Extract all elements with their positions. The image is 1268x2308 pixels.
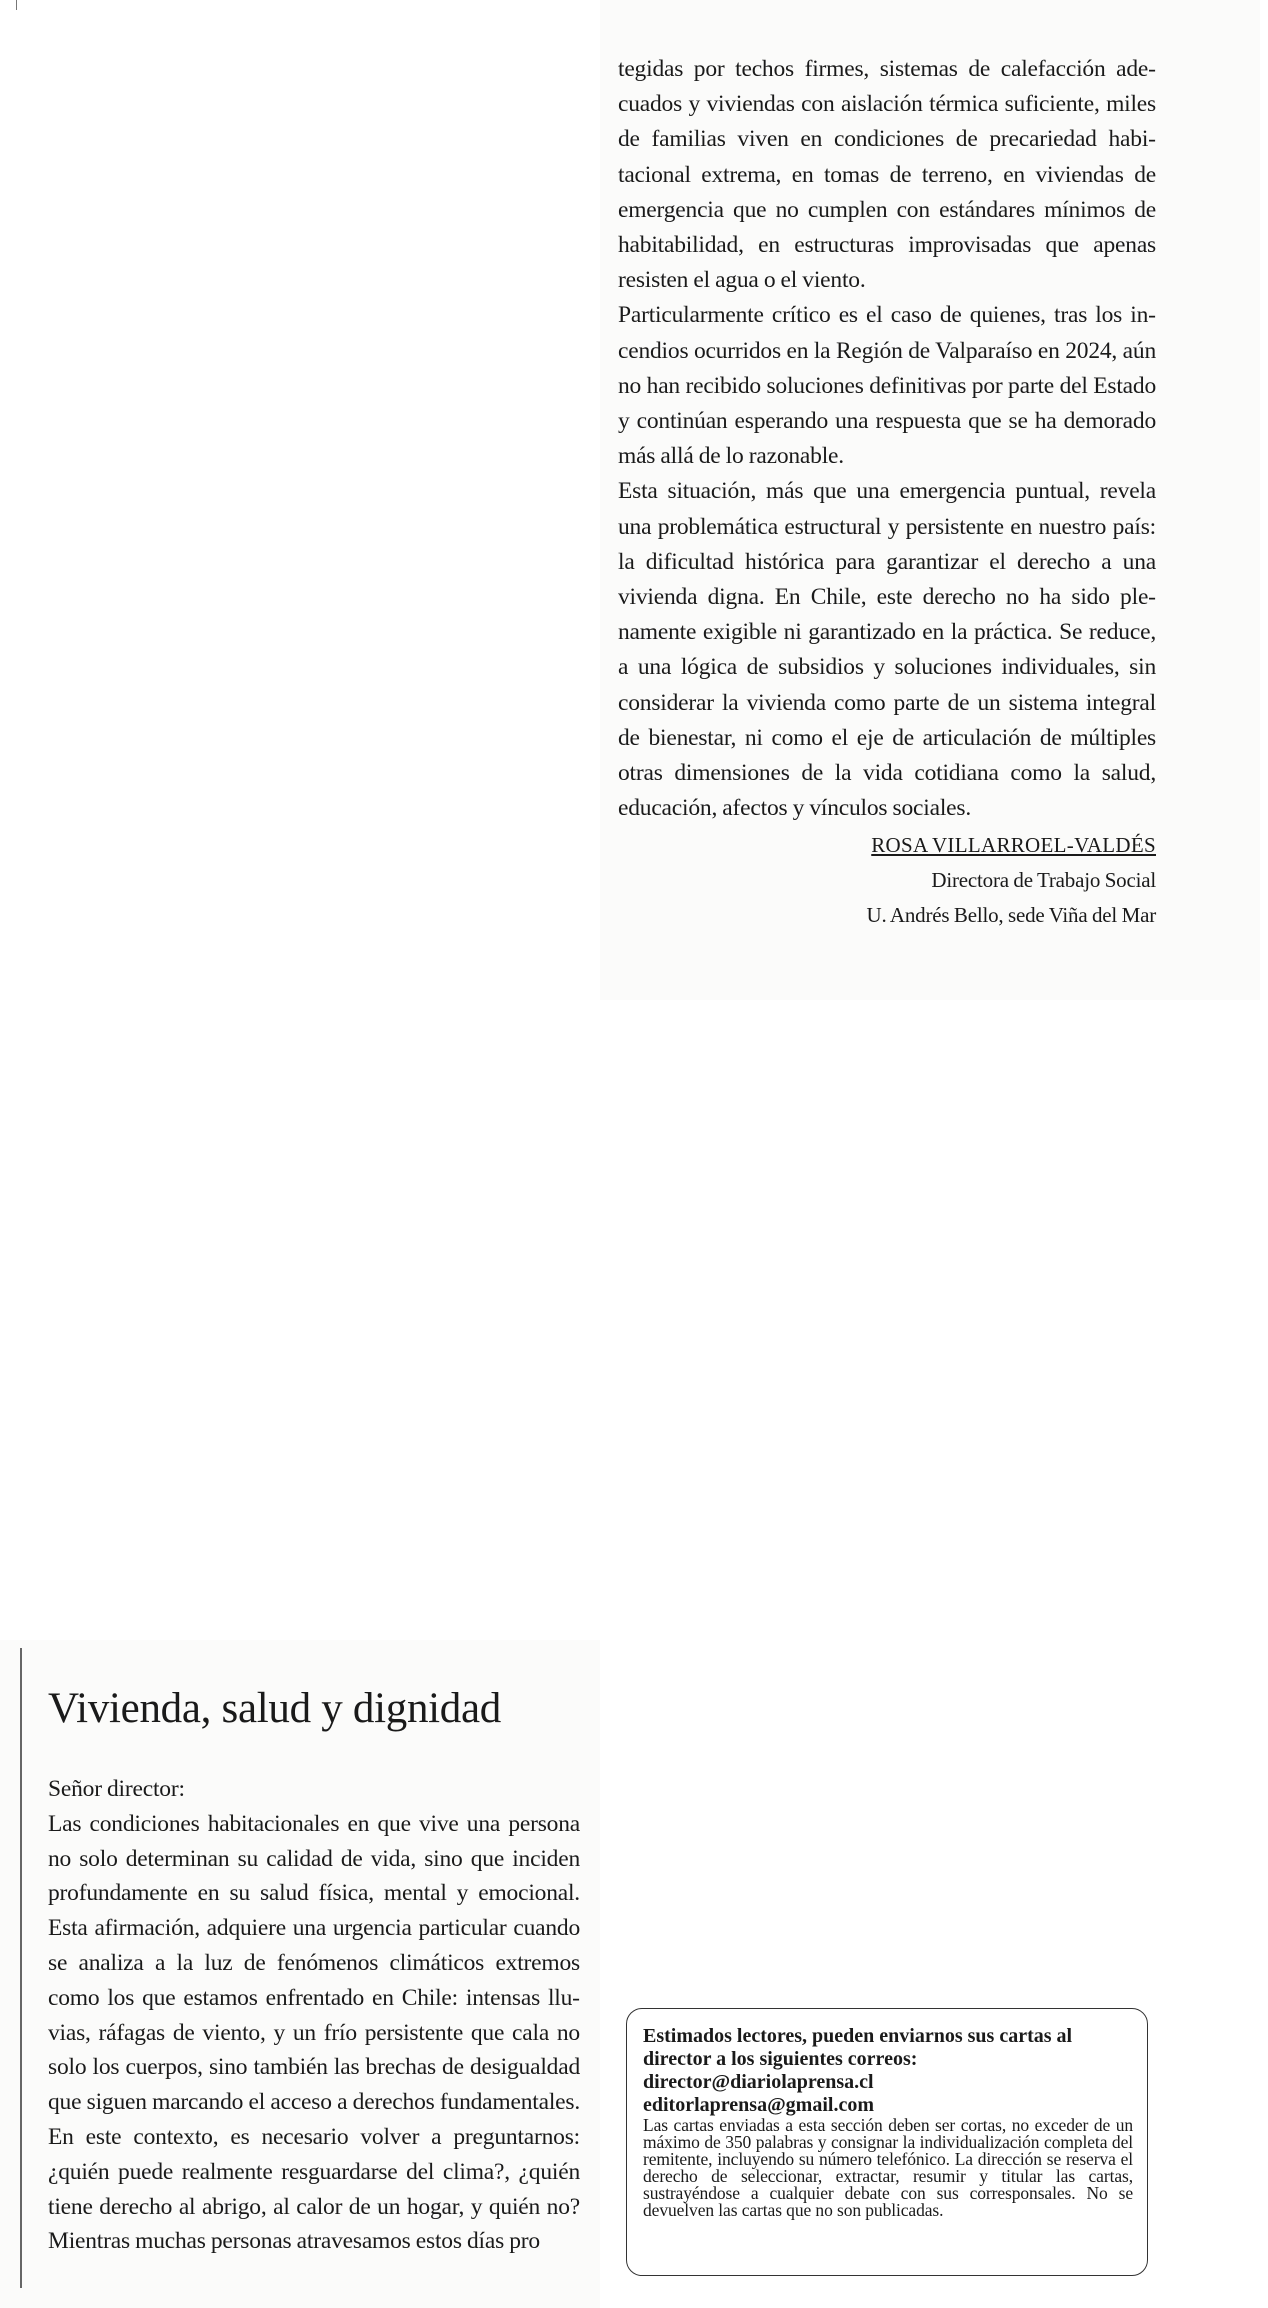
email-director[interactable]: director@diariolaprensa.cl [643, 2071, 874, 2093]
author-role: Directora de Trabajo Social [931, 868, 1156, 893]
article-continuation [618, 52, 1156, 933]
author-institution: U. Andrés Bello, sede Viña del Mar [866, 903, 1156, 928]
article-paragraph-1: tegidas por techos firmes, sistemas de calefacción adecuados y viviendas con aislación térmica suficiente, miles de familias viven en condiciones de precariedad habitacional extrema, en tomas de terreno, en viviendas de emergencia que no cumplen con estándares mínimos de habitabilidad, en estructuras improvisadas que apenas resisten el agua o el viento. [618, 56, 1156, 294]
letter-salutation: Señor director: [48, 1776, 185, 1802]
author-name: ROSA VILLARROEL-VALDÉS [871, 833, 1156, 858]
article-paragraph-3: Esta situación, más que una emergencia puntual, revela una problemática estructural y persistente en nuestro país: la dificultad histórica para garantizar el derecho a una vivienda digna. En Chile, este derecho no ha sido plenamente exigible ni garantizado en la práctica. Se reduce, a una lógica de subsidios y soluciones individuales, sin considerar la vivienda como parte de un sistema integral de bienestar, ni como el eje de articulación de múltiples otras dimensiones de la vida cotidiana como la salud, educación, afectos y vínculos sociales. [618, 478, 1156, 822]
notice-headline: Estimados lectores, pueden enviarnos sus cartas al director a los siguientes correos: [643, 2025, 1073, 2070]
letter-title: Vivienda, salud y dignidad [48, 1685, 501, 1732]
letter-body-column [48, 1772, 580, 2259]
column-rule [20, 1648, 22, 2288]
notice-rules: Las cartas enviadas a esta sección deben ser cortas, no exceder de un máximo de 350 palabras y consignar la individualización completa del remitente, incluyendo su número telefónico. La dirección se reserva el derecho de seleccionar, extractar, resumir y titular las cartas, sustrayéndose a cualquier debate con sus corresponsales. No se devuelven las cartas que no son publicadas. [643, 2115, 1133, 2220]
clipping-edge-mark [16, 0, 17, 10]
article-paragraph-2: Particularmente crítico es el caso de quienes, tras los incendios ocurridos en la Región de Valparaíso en 2024, aún no han recibido soluciones definitivas por parte del Estado y continúan esperando una respuesta que se ha demorado más allá de lo razonable. [618, 302, 1156, 470]
submission-notice-box [626, 2008, 1148, 2276]
email-editor[interactable]: editorlaprensa@gmail.com [643, 2094, 874, 2116]
letter-body: Las condiciones habitacionales en que vive una persona no solo determinan su calidad de vida, sino que inciden profundamente en su salud física, mental y emocional. Esta afirmación, adquiere una urgencia particular cuando se analiza a la luz de fenómenos climáticos extremos como los que estamos enfrentado en Chile: intensas lluvias, ráfagas de viento, y un frío persistente que cala no solo los cuerpos, sino también las brechas de desigualdad que siguen marcando el acceso a derechos fundamentales. En este contexto, es necesario volver a preguntarnos: ¿quién puede realmente resguardarse del clima?, ¿quién tiene derecho al abrigo, al calor de un hogar, y quién no? Mientras muchas personas atravesamos estos días pro [48, 1810, 580, 2255]
signature-block [618, 828, 1156, 933]
